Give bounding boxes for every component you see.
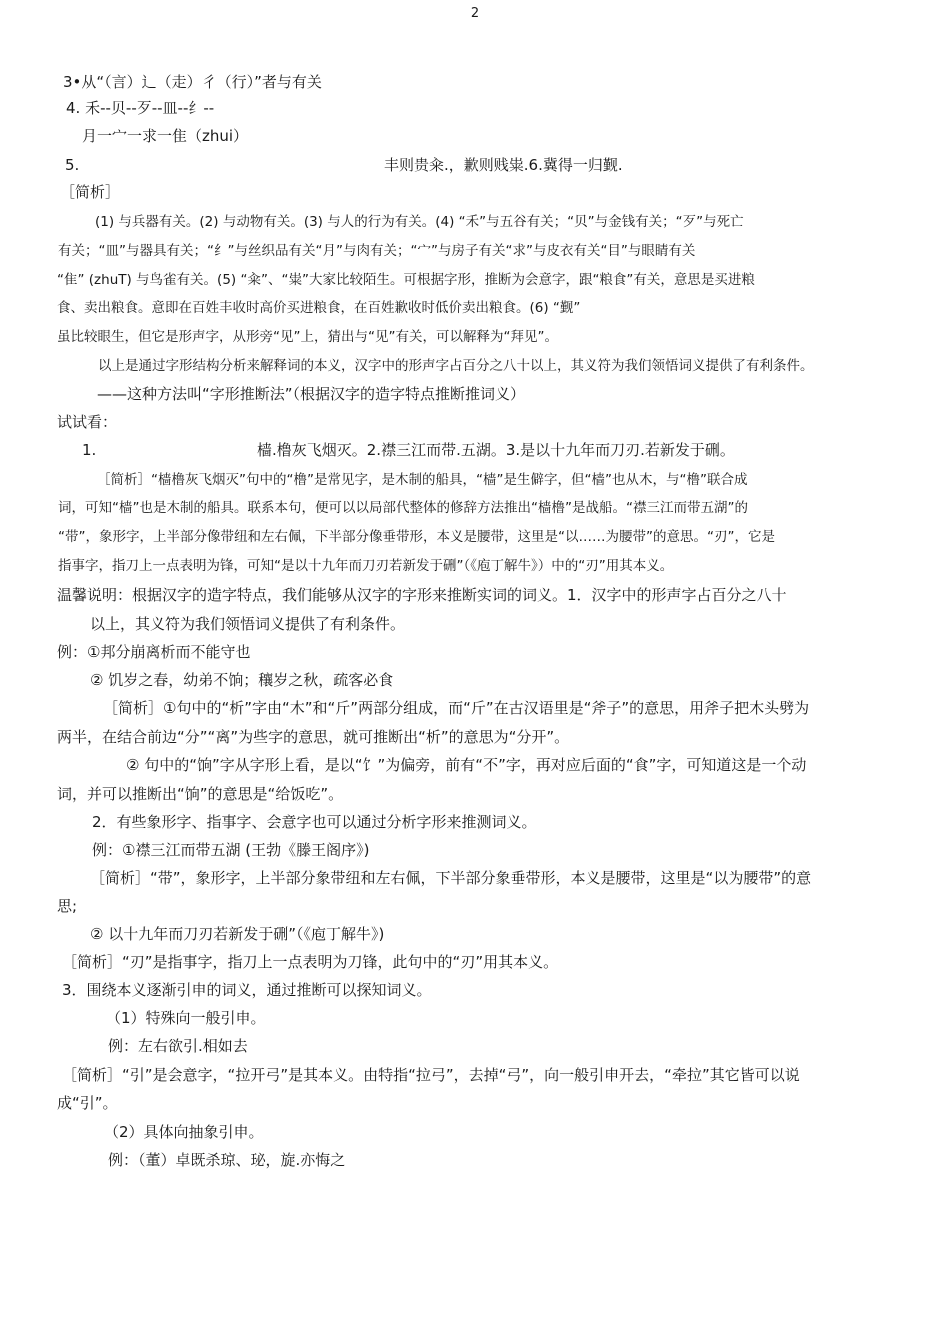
- text-line: 3•从“（言）辶（走）彳（行）”者与有关: [63, 73, 322, 91]
- text-line: 思;: [57, 897, 78, 915]
- text-line: 例：①邦分崩离析而不能守也: [57, 643, 251, 661]
- text-line: 丰则贵籴.，歉则贱粜.6.冀得一归觐.: [384, 156, 623, 174]
- text-line: ［简析］“带”，象形字，上半部分象带纽和左右佩，下半部分象垂带形，本义是腰带，这里是“以为腰带”的意: [90, 869, 812, 887]
- text-line: 温馨说明：根据汉字的造字特点，我们能够从汉字的字形来推断实词的词义。1．汉字中的形声字占百分之八十: [57, 586, 787, 604]
- text-line: 以上是通过字形结构分析来解释词的本义，汉字中的形声字占百分之八十以上，其义符为我们领悟词义提供了有利条件。: [98, 358, 814, 374]
- text-line: 试试看：: [57, 413, 118, 431]
- text-line: 2．有些象形字、指事字、会意字也可以通过分析字形来推测词义。: [92, 813, 537, 831]
- text-line: ② 以十九年而刀刃若新发于硎”（《庖丁解牛》): [90, 925, 385, 943]
- text-line: 词，并可以推断出“饷”的意思是“给饭吃”。: [57, 785, 344, 803]
- text-line: 例：①襟三江而带五湖 (王勃《滕王阁序》): [92, 841, 370, 859]
- text-line: 以上，其义符为我们领悟词义提供了有利条件。: [90, 615, 406, 633]
- text-line: 词，可知“樯”也是木制的船具。联系本句，便可以以局部代整体的修辞方法推出“樯橹”是战船。“襟三江而带五湖”的: [58, 500, 748, 516]
- text-line: 5.: [65, 156, 80, 174]
- text-line: 有关；“皿”与器具有关；“纟”与丝织品有关“月”与肉有关；“宀”与房子有关“求”与皮衣有关“目”与眼睛有关: [58, 243, 696, 259]
- text-line: 4. 禾--贝--歹--皿--纟--: [66, 99, 215, 117]
- text-line: (1) 与兵器有关。(2) 与动物有关。(3) 与人的行为有关。(4) “禾”与五谷有关；“贝”与金钱有关；“歹”与死亡: [95, 214, 744, 230]
- text-line: ② 饥岁之春，幼弟不饷；穰岁之秋，疏客必食: [90, 671, 394, 689]
- text-line: 月一宀一求一隹（zhui）: [82, 127, 249, 145]
- page-number: 2: [470, 6, 480, 21]
- text-line: ［简析］: [60, 183, 121, 201]
- text-line: 樯.橹灰飞烟灭。2.襟三江而带.五湖。3.是以十九年而刀刃.若新发于硎。: [257, 441, 735, 459]
- text-line: （1）特殊向一般引申。: [106, 1009, 266, 1027]
- text-line: 食、卖出粮食。意即在百姓丰收时高价买进粮食，在百姓歉收时低价卖出粮食。(6) “觐”: [57, 300, 581, 316]
- text-line: 例：（董）卓既杀琼、珌，旋.亦悔之: [108, 1151, 346, 1169]
- text-line: 成“引”。: [57, 1094, 118, 1112]
- text-line: 1.: [82, 441, 97, 459]
- text-line: 指事字，指刀上一点表明为锋，可知“是以十九年而刀刃若新发于硎”（《庖丁解牛》）中的“刃”用其本义。: [58, 558, 674, 574]
- text-line: ［简析］“樯橹灰飞烟灭”句中的“橹”是常见字，是木制的船具，“樯”是生僻字，但“樯”也从木，与“橹”联合成: [97, 472, 748, 488]
- text-line: 两半，在结合前边“分”“离”为些字的意思，就可推断出“析”的意思为“分开”。: [57, 728, 570, 746]
- text-line: ［简析］“刃”是指事字，指刀上一点表明为刀锋，此句中的“刃”用其本义。: [62, 953, 559, 971]
- text-line: ［简析］①句中的“析”字由“木”和“斤”两部分组成，而“斤”在古汉语里是“斧子”的意思，用斧子把木头劈为: [103, 699, 810, 717]
- text-line: 例：左右欲引.相如去: [108, 1037, 248, 1055]
- text-line: ［简析］“引”是会意字，“拉开弓”是其本义。由特指“拉弓”，去掉“弓”，向一般引申开去，“牵拉”其它皆可以说: [62, 1066, 800, 1084]
- text-line: （2）具体向抽象引申。: [104, 1123, 264, 1141]
- text-line: 3．围绕本义逐渐引申的词义，通过推断可以探知词义。: [62, 981, 432, 999]
- text-line: 虽比较眼生，但它是形声字，从形旁“见”上，猜出与“见”有关，可以解释为“拜见”。: [57, 329, 558, 345]
- text-line: ② 句中的“饷”字从字形上看，是以“饣”为偏旁，前有“不”字，再对应后面的“食”字，可知道这是一个动: [126, 756, 807, 774]
- text-line: ——这种方法叫“字形推断法”（根据汉字的造字特点推断推词义）: [97, 385, 526, 403]
- text-line: “带”，象形字，上半部分像带纽和左右佩，下半部分像垂带形，本义是腰带，这里是“以……为腰带”的意思。“刃”，它是: [58, 529, 775, 545]
- text-line: “隹” (zhuT) 与鸟雀有关。(5) “籴”、“粜”大家比较陌生。可根据字形，推断为会意字，跟“粮食”有关，意思是买进粮: [57, 272, 755, 288]
